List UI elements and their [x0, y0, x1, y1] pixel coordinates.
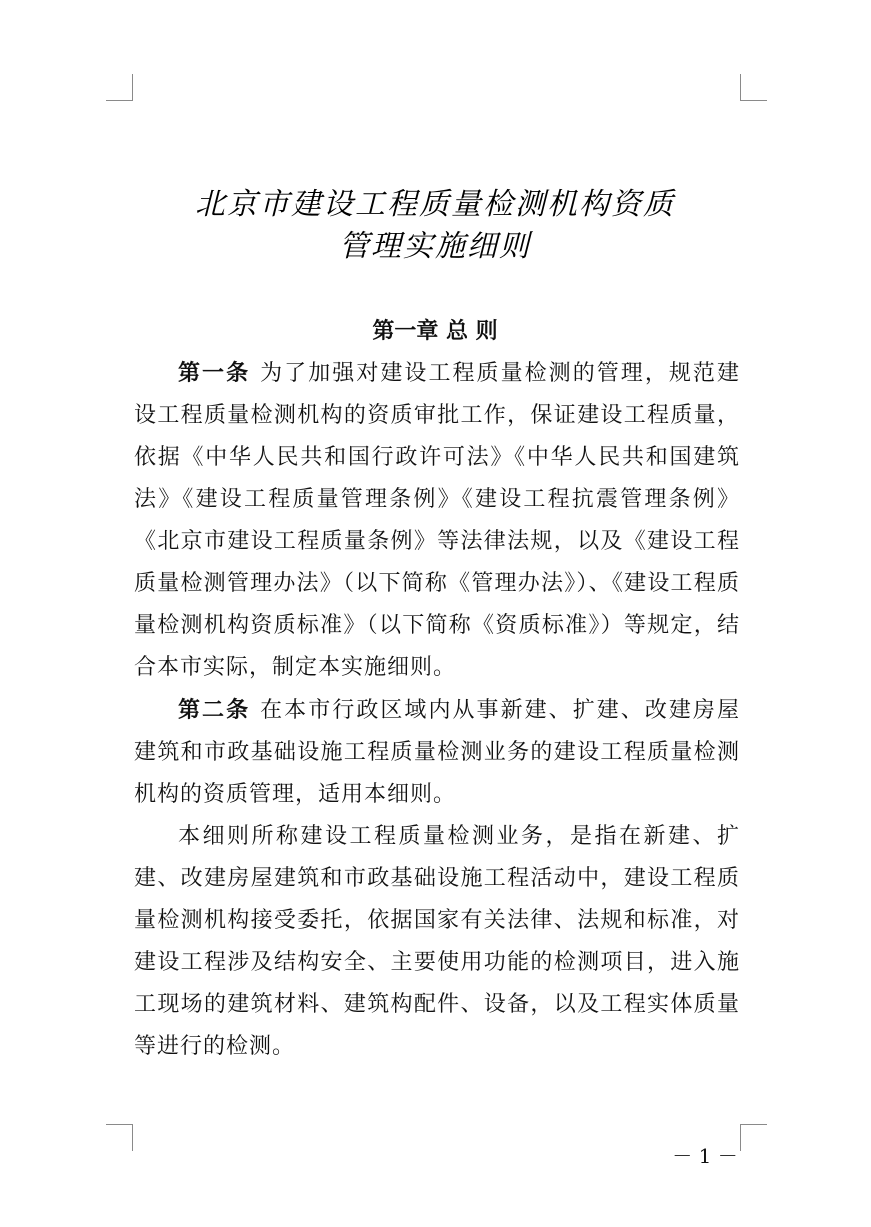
- crop-mark-bottom-left: [106, 1124, 133, 1151]
- article-1-text: 为了加强对建设工程质量检测的管理，规范建设工程质量检测机构的资质审批工作，保证建设工程质量，依据《中华人民共和国行政许可法》《中华人民共和国建筑法》《建设工程质量管理条例》《建设工程抗震管理条例》《北京市建设工程质量条例》等法律法规，以及《建设工程质量检测管理办法》（以下简称《管理办法》）、《建设工程质量检测机构资质标准》（以下简称《资质标准》）等规定，结合本市实际，制定本实施细则。: [134, 361, 740, 680]
- title-line-1: 北京市建设工程质量检测机构资质: [195, 187, 675, 222]
- document-body: [134, 352, 740, 1068]
- article-2-paragraph-2: 本细则所称建设工程质量检测业务，是指在新建、扩建、改建房屋建筑和市政基础设施工程活动中，建设工程质量检测机构接受委托，依据国家有关法律、法规和标准，对建设工程涉及结构安全、主要使用功能的检测项目，进入施工现场的建筑材料、建筑构配件、设备，以及工程实体质量等进行的检测。: [134, 824, 740, 1059]
- article-2: [134, 689, 740, 816]
- crop-mark-top-right: [740, 74, 767, 101]
- article-2-text: 在本市行政区域内从事新建、扩建、改建房屋建筑和市政基础设施工程质量检测业务的建设工程质量检测机构的资质管理，适用本细则。: [134, 698, 740, 807]
- page-number: － 1 －: [672, 1144, 738, 1168]
- crop-mark-top-left: [106, 74, 133, 101]
- article-1: [134, 352, 740, 689]
- document-title: [130, 184, 740, 268]
- article-2-label: 第二条: [178, 697, 251, 723]
- title-line-2: 管理实施细则: [339, 229, 531, 264]
- chapter-heading: 第一章 总 则: [372, 318, 498, 344]
- article-1-label: 第一条: [178, 360, 251, 386]
